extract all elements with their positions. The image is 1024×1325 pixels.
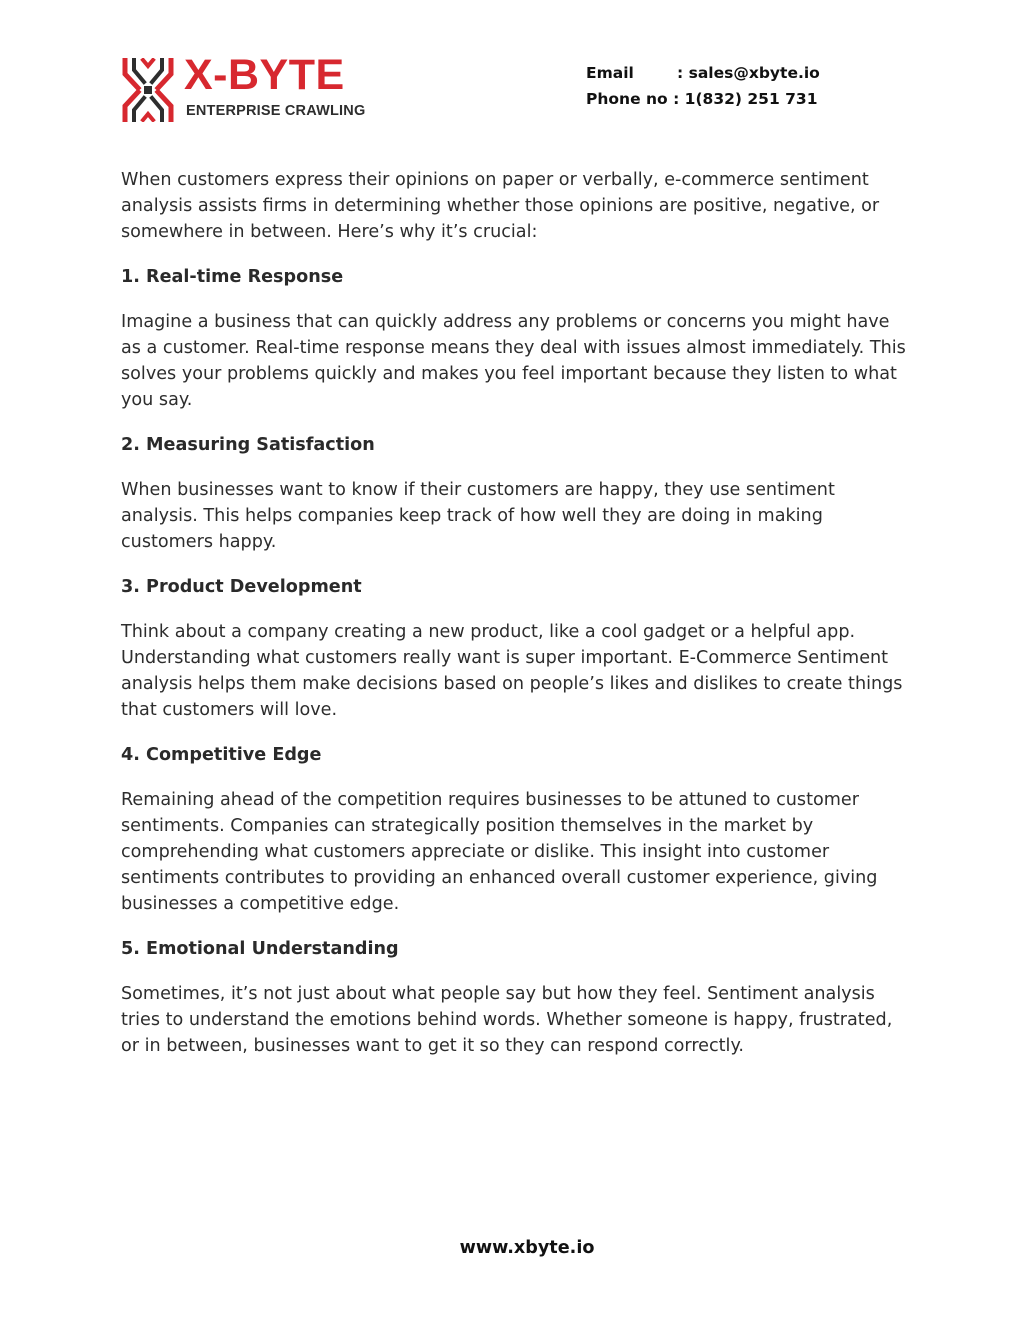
section-body-product-development: Think about a company creating a new product, like a cool gadget or a helpful app. Understanding what customers really want is super important. E-Commerce Sentiment analysis helps them make decisions based on people’s likes and dislikes to create things that customers will love. bbox=[121, 622, 903, 720]
intro-paragraph: When customers express their opinions on paper or verbally, e-commerce sentiment analysis assists firms in determining whether those opinions are positive, negative, or somewhere in between. Here’s why it’s crucial: bbox=[121, 170, 880, 242]
section-body-real-time-response: Imagine a business that can quickly address any problems or concerns you might have as a customer. Real-time response means they deal with issues almost immediately. This solves your problems quickly and makes you feel important because they listen to what you say. bbox=[121, 312, 906, 410]
section-heading-competitive-edge: 4. Competitive Edge bbox=[121, 745, 322, 765]
contact-info bbox=[586, 60, 820, 112]
phone-label: Phone no bbox=[586, 90, 668, 108]
section-body-competitive-edge: Remaining ahead of the competition requires businesses to be attuned to customer sentiments. Companies can strategically position themselves in the market by comprehending what customers appreciate or dislike. This insight into customer sentiments contributes to providing an enhanced overall customer experience, giving businesses a competitive edge. bbox=[121, 790, 878, 914]
section-heading-measuring-satisfaction: 2. Measuring Satisfaction bbox=[121, 435, 375, 455]
section-body-emotional-understanding: Sometimes, it’s not just about what people say but how they feel. Sentiment analysis tries to understand the emotions behind words. Whether someone is happy, frustrated, or in between, businesses want to get it so they can respond correctly. bbox=[121, 984, 893, 1056]
xbyte-logo bbox=[122, 51, 366, 128]
phone-row bbox=[586, 86, 820, 112]
footer-website-link[interactable]: www.xbyte.io bbox=[459, 1238, 595, 1258]
email-label: Email bbox=[586, 64, 634, 82]
footer bbox=[0, 1238, 1024, 1258]
article-body bbox=[121, 167, 911, 1078]
brand-tagline: ENTERPRISE CRAWLING bbox=[186, 103, 366, 119]
section-body-measuring-satisfaction: When businesses want to know if their customers are happy, they use sentiment analysis. This helps companies keep track of how well they are doing in making customers happy. bbox=[121, 480, 835, 552]
section-heading-real-time-response: 1. Real-time Response bbox=[121, 267, 344, 287]
xbyte-logo-mark-icon bbox=[122, 58, 174, 122]
section-heading-emotional-understanding: 5. Emotional Understanding bbox=[121, 939, 399, 959]
phone-number: : 1(832) 251 731 bbox=[673, 90, 818, 108]
brand-name: X-BYTE bbox=[184, 51, 345, 99]
email-address[interactable]: : sales@xbyte.io bbox=[677, 64, 820, 82]
email-row bbox=[586, 60, 820, 86]
section-heading-product-development: 3. Product Development bbox=[121, 577, 362, 597]
